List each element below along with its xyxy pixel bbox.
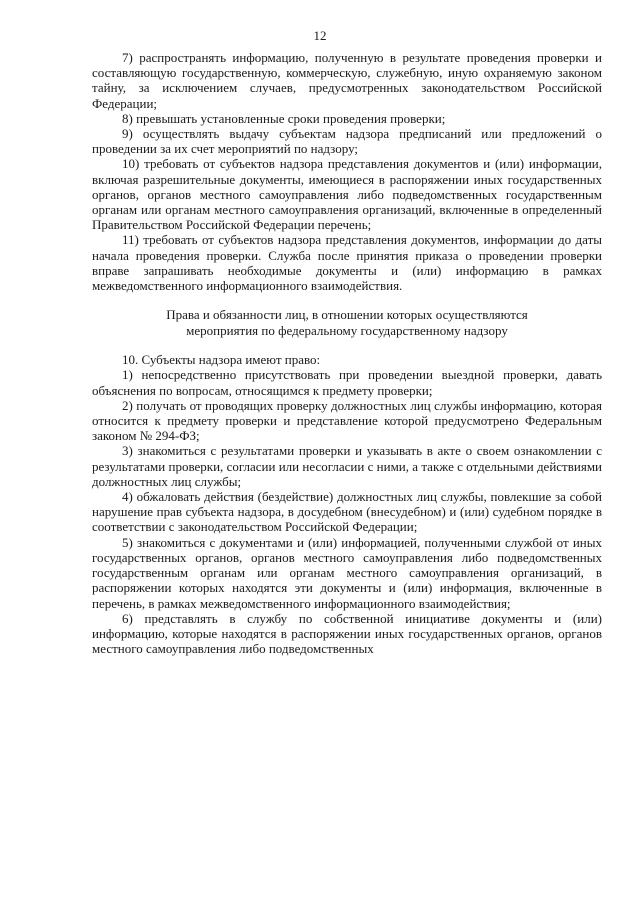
page-number: 12 — [313, 28, 327, 43]
section-heading-line-1: Права и обязанности лиц, в отношении которых осуществляются — [166, 307, 528, 323]
list-item-10: 10) требовать от субъектов надзора представления документов и (или) информации, включая разрешительные документы, имеющиеся в распоряжении иных государственных органов, органов местного самоуправления либо подведомственных государственным органам или органам местного самоуправления организаций, включенные в определенный Правительством Российской Федерации перечень; — [92, 156, 602, 233]
list-item-7: 7) распространять информацию, полученную в результате проведения проверки и составляющую государственную, коммерческую, служебную, иную охраняемую законом тайну, за исключением случаев, предусмотренных законодательством Российской Федерации; — [92, 50, 602, 111]
list-item-9: 9) осуществлять выдачу субъектам надзора предписаний или предложений о проведении за их счет мероприятий по надзору; — [92, 126, 602, 157]
right-item-3: 3) знакомиться с результатами проверки и указывать в акте о своем ознакомлении с результатами проверки, согласии или несогласии с ними, а также с отдельными действиями должностных лиц службы; — [92, 443, 602, 489]
right-item-4: 4) обжаловать действия (бездействие) должностных лиц службы, повлекшие за собой нарушение прав субъекта надзора, в досудебном (внесудебном) и (или) судебном порядке в соответствии с законодательством Российской Федерации; — [92, 489, 602, 535]
section-heading — [92, 307, 602, 338]
list-item-11: 11) требовать от субъектов надзора представления документов, информации до даты начала проведения проверки. Служба после принятия приказа о проведении проверки вправе запрашивать необходимые документы и (или) информацию в рамках межведомственного информационного взаимодействия. — [92, 232, 602, 294]
list-item-8: 8) превышать установленные сроки проведения проверки; — [122, 110, 446, 126]
document-body — [92, 50, 602, 656]
right-item-2: 2) получать от проводящих проверку должностных лиц службы информацию, которая относится к предмету проверки и представление которой предусмотрено Федеральным законом № 294-ФЗ; — [92, 397, 602, 444]
clause-10-intro: 10. Субъекты надзора имеют право: — [122, 352, 321, 368]
right-item-6: 6) представлять в службу по собственной инициативе документы и (или) информацию, которые находятся в распоряжении иных государственных органов, органов местного самоуправления либо подведомственных — [92, 610, 602, 657]
right-item-1: 1) непосредственно присутствовать при проведении выездной проверки, давать объяснения по вопросам, относящимся к предмету проверки; — [92, 367, 602, 398]
right-item-5: 5) знакомиться с документами и (или) информацией, полученными службой от иных государственных органов, органов местного самоуправления либо подведомственных государственным органам или органам местного самоуправления организаций, в распоряжении которых находятся эти документы и (или) информация, включенные в перечень, в рамках межведомственного информационного взаимодействия; — [92, 534, 602, 611]
section-heading-line-2: мероприятия по федеральному государственному надзору — [186, 322, 508, 338]
